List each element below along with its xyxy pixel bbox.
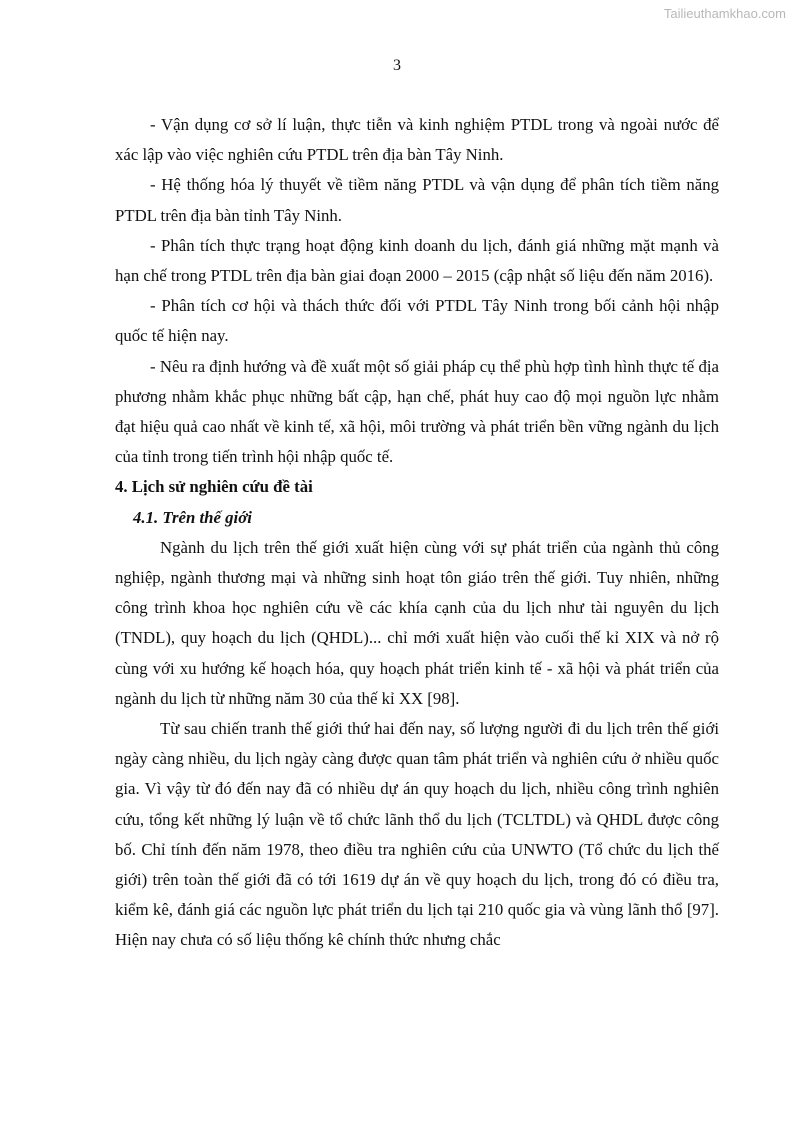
bullet-item: - Phân tích cơ hội và thách thức đối với PTDL Tây Ninh trong bối cảnh hội nhập quốc tế hiện nay. [115, 296, 719, 346]
bullet-item: - Hệ thống hóa lý thuyết về tiềm năng PTDL và vận dụng để phân tích tiềm năng PTDL trên địa bàn tỉnh Tây Ninh. [115, 175, 719, 225]
page-number: 3 [393, 57, 401, 74]
document-body [115, 110, 719, 956]
body-paragraph: Ngành du lịch trên thế giới xuất hiện cùng với sự phát triển của ngành thủ công nghiệp, ngành thương mại và những sinh hoạt tôn giáo trên thế giới. Tuy nhiên, những công trình khoa học nghiên cứu về các khía cạnh của du lịch như tài nguyên du lịch (TNDL), quy hoạch du lịch (QHDL)... chỉ mới xuất hiện vào cuối thế kỉ XIX và nở rộ cùng với xu hướng kế hoạch hóa, quy hoạch phát triển kinh tế - xã hội và phát triển của ngành du lịch từ những năm 30 của thế kỉ XX [98]. [115, 537, 719, 708]
section-heading: 4. Lịch sử nghiên cứu đề tài [115, 477, 313, 497]
body-paragraph: Từ sau chiến tranh thế giới thứ hai đến nay, số lượng người đi du lịch trên thế giới ngày càng nhiều, du lịch ngày càng được quan tâm phát triển và nghiên cứu ở nhiều quốc gia. Vì vậy từ đó đến nay đã có nhiều dự án quy hoạch du lịch, nhiều công trình nghiên cứu, tổng kết những lý luận về tổ chức lãnh thổ du lịch (TCLTDL) và QHDL được công bố. Chỉ tính đến năm 1978, theo điều tra nghiên cứu của UNWTO (Tổ chức du lịch thế giới) trên toàn thế giới đã có tới 1619 dự án về quy hoạch du lịch, trong đó có điều tra, kiểm kê, đánh giá các nguồn lực phát triển du lịch tại 210 quốc gia và vùng lãnh thổ [97]. Hiện nay chưa có số liệu thống kê chính thức nhưng chắc [115, 719, 719, 950]
watermark: Tailieuthamkhao.com [663, 6, 786, 21]
bullet-item: - Nêu ra định hướng và đề xuất một số giải pháp cụ thể phù hợp tình hình thực tế địa phương nhằm khắc phục những bất cập, hạn chế, phát huy cao độ mọi nguồn lực nhằm đạt hiệu quả cao nhất về kinh tế, xã hội, môi trường và phát triển bền vững ngành du lịch của tỉnh trong tiến trình hội nhập quốc tế. [115, 356, 719, 467]
bullet-item: - Phân tích thực trạng hoạt động kinh doanh du lịch, đánh giá những mặt mạnh và hạn chế trong PTDL trên địa bàn giai đoạn 2000 – 2015 (cập nhật số liệu đến năm 2016). [115, 235, 719, 286]
bullet-item: - Vận dụng cơ sở lí luận, thực tiễn và kinh nghiệm PTDL trong và ngoài nước để xác lập vào việc nghiên cứu PTDL trên địa bàn Tây Ninh. [115, 115, 719, 165]
subsection-heading: 4.1. Trên thế giới [133, 507, 252, 527]
